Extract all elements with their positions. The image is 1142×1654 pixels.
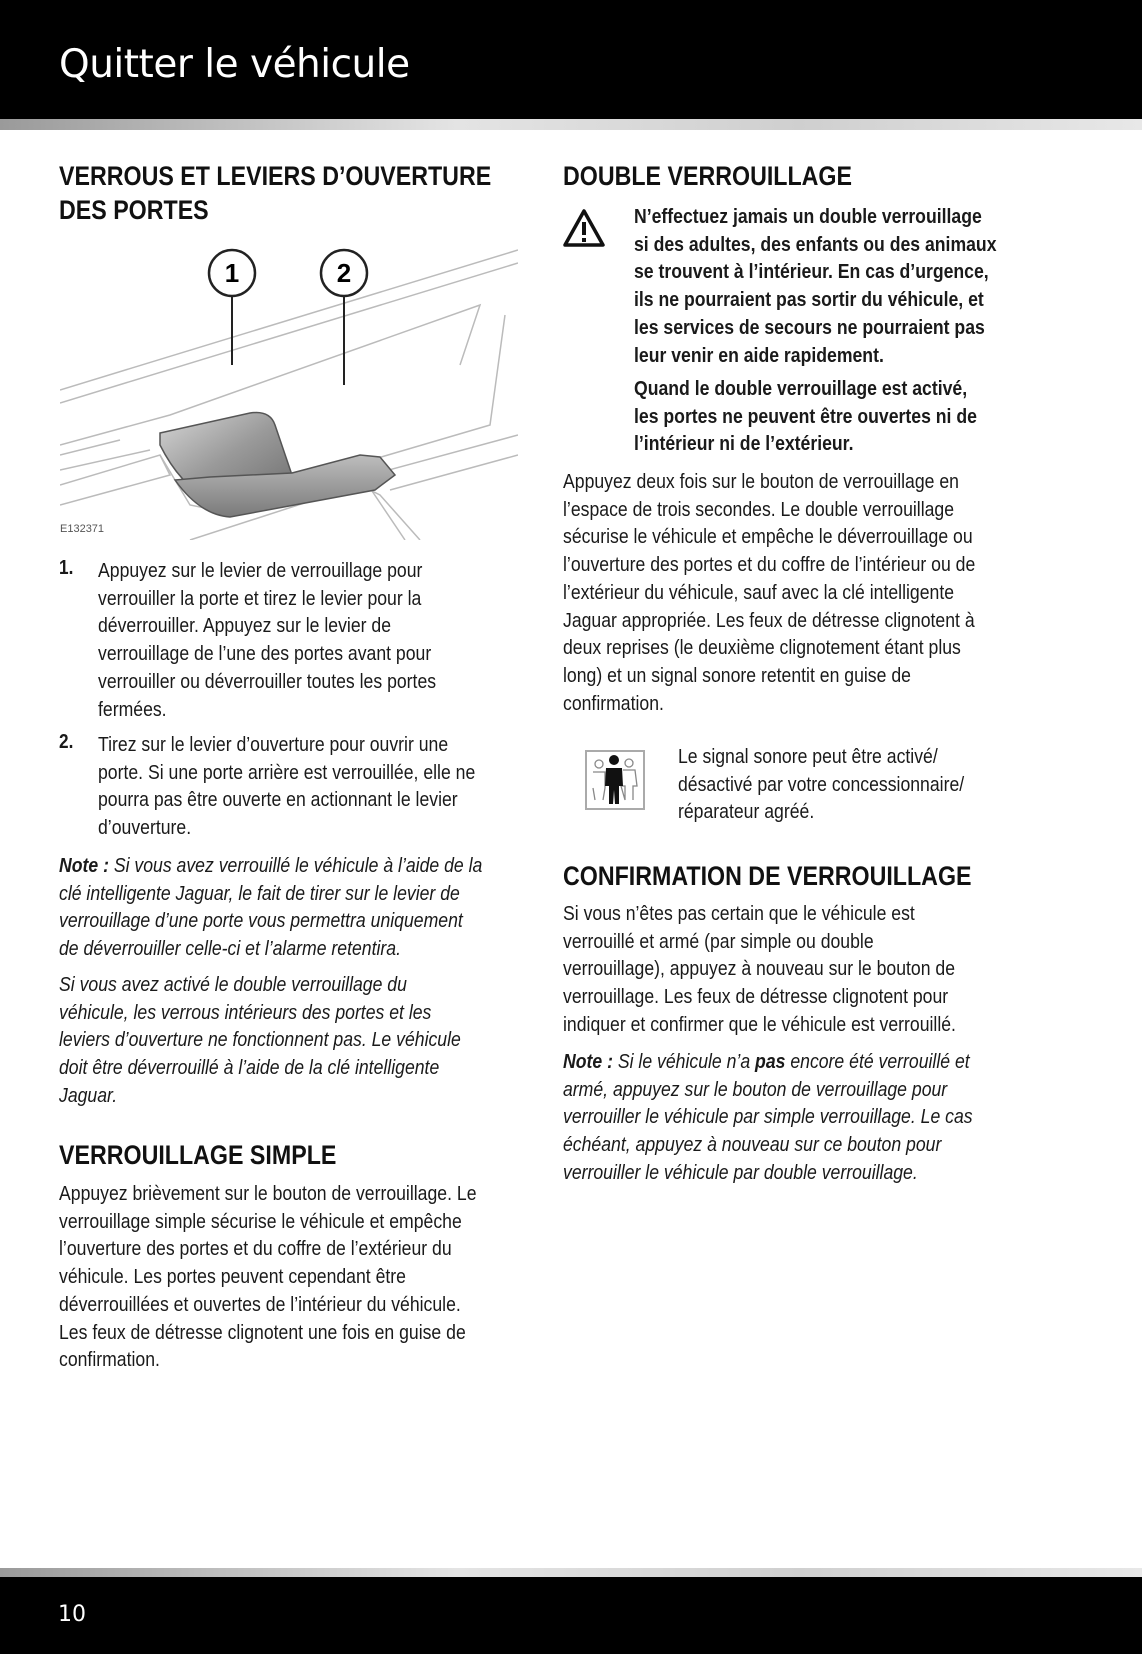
dealer-note-text: Le signal sonore peut être activé/ désactivé par votre concessionnaire/ réparateur agréé. <box>678 745 965 824</box>
double-lock-paragraph: Appuyez deux fois sur le bouton de verrouillage en l’espace de trois secondes. Le double verrouillage sécurise le véhicule et empêche le déverrouillage ou l’ouverture des portes et du coffre de l’intérieur ou de l’extérieur du véhicule, sauf avec la clé intelligente Jaguar appropriée. Les feux de détresse clignotent à deux reprises (le deuxième clignotement étant plus long) et un signal sonore retentit en guise de confirmation. <box>563 470 976 715</box>
note-text: Si vous avez verrouillé le véhicule à l’aide de la clé intelligente Jaguar, le fait de tirer sur le levier de verrouillage d’une porte vous permettra uniquement de déverrouiller celle-ci et l’alarme retentira. <box>59 854 483 961</box>
section-heading-double-lock: DOUBLE VERROUILLAGE <box>563 161 852 191</box>
section-heading-single-lock: VERROUILLAGE SIMPLE <box>59 1140 337 1170</box>
list-item-lock-lever: Appuyez sur le levier de verrouillage pour verrouiller la porte et tirez le levier pour la déverrouiller. Appuyez sur le levier de verrouillage de l’une des portes avant pour verrouiller ou déverrouiller toutes les portes fermées. <box>98 559 437 721</box>
page-title: Quitter le véhicule <box>59 42 410 87</box>
warning-text: N’effectuez jamais un double verrouillage si des adultes, des enfants ou des animaux se trouvent à l’intérieur. En cas d’urgence, ils ne pourraient pas sortir du véhicule, et les services de secours ne pourraient pas leur venir en aide rapidement. <box>634 205 997 367</box>
note-text: Si le véhicule n’a <box>612 1050 756 1073</box>
confirmation-paragraph: Si vous n’êtes pas certain que le véhicule est verrouillé et armé (par simple ou double verrouillage), appuyez à nouveau sur le bouton de verrouillage. Les feux de détresse clignotent pour indiquer et confirmer que le véhicule est verrouillé. <box>563 902 956 1036</box>
warning-text-activated: Quand le double verrouillage est activé, les portes ne peuvent être ouvertes ni de l’intérieur ni de l’extérieur. <box>634 377 977 456</box>
callout-label-1: 1 <box>224 258 240 288</box>
note-smart-key <box>59 852 482 963</box>
list-number: 2. <box>59 731 74 753</box>
note-text: encore été verrouillé et armé, appuyez sur le bouton de verrouillage pour verrouiller le véhicule par simple verrouillage. Le cas échéant, appuyez à nouveau sur ce bouton pour verrouiller le véhicule par double verrouillage. <box>563 1050 973 1184</box>
list-number: 1. <box>59 557 74 579</box>
footer-divider <box>0 1568 1142 1577</box>
note-double-lock: Si vous avez activé le double verrouillage du véhicule, les verrous intérieurs des portes et les leviers d’ouverture ne fonctionnent pas. Le véhicule doit être déverrouillé à l’aide de la clé intelligente Jaguar. <box>59 973 461 1107</box>
page-footer <box>0 1577 1142 1654</box>
figure-code: E132371 <box>60 523 105 535</box>
warning-icon <box>562 208 606 248</box>
dealer-people-icon <box>585 750 645 810</box>
note-emphasis: pas <box>755 1050 786 1073</box>
door-handle-illustration <box>60 245 518 540</box>
callout-label-2: 2 <box>336 258 352 288</box>
note-label: Note : <box>59 854 109 877</box>
note-label: Note : <box>563 1050 613 1073</box>
header-divider <box>0 119 1142 130</box>
section-heading-lock-confirmation: CONFIRMATION DE VERROUILLAGE <box>563 861 972 891</box>
section-heading-door-locks: VERROUS ET LEVIERS D’OUVERTURE DES PORTES <box>59 161 492 225</box>
single-lock-paragraph: Appuyez brièvement sur le bouton de verrouillage. Le verrouillage simple sécurise le véhicule et empêche l’ouverture des portes et du coffre de l’extérieur du véhicule. Les portes peuvent cependant être déverrouillées et ouvertes de l’intérieur du véhicule. Les feux de détresse clignotent une fois en guise de confirmation. <box>59 1182 477 1372</box>
list-item-open-lever: Tirez sur le levier d’ouverture pour ouvrir une porte. Si une porte arrière est verrouillée, elle ne pourra pas être ouverte en actionnant le levier d’ouverture. <box>98 733 476 840</box>
note-confirmation <box>563 1048 973 1187</box>
page-number: 10 <box>58 1602 86 1627</box>
